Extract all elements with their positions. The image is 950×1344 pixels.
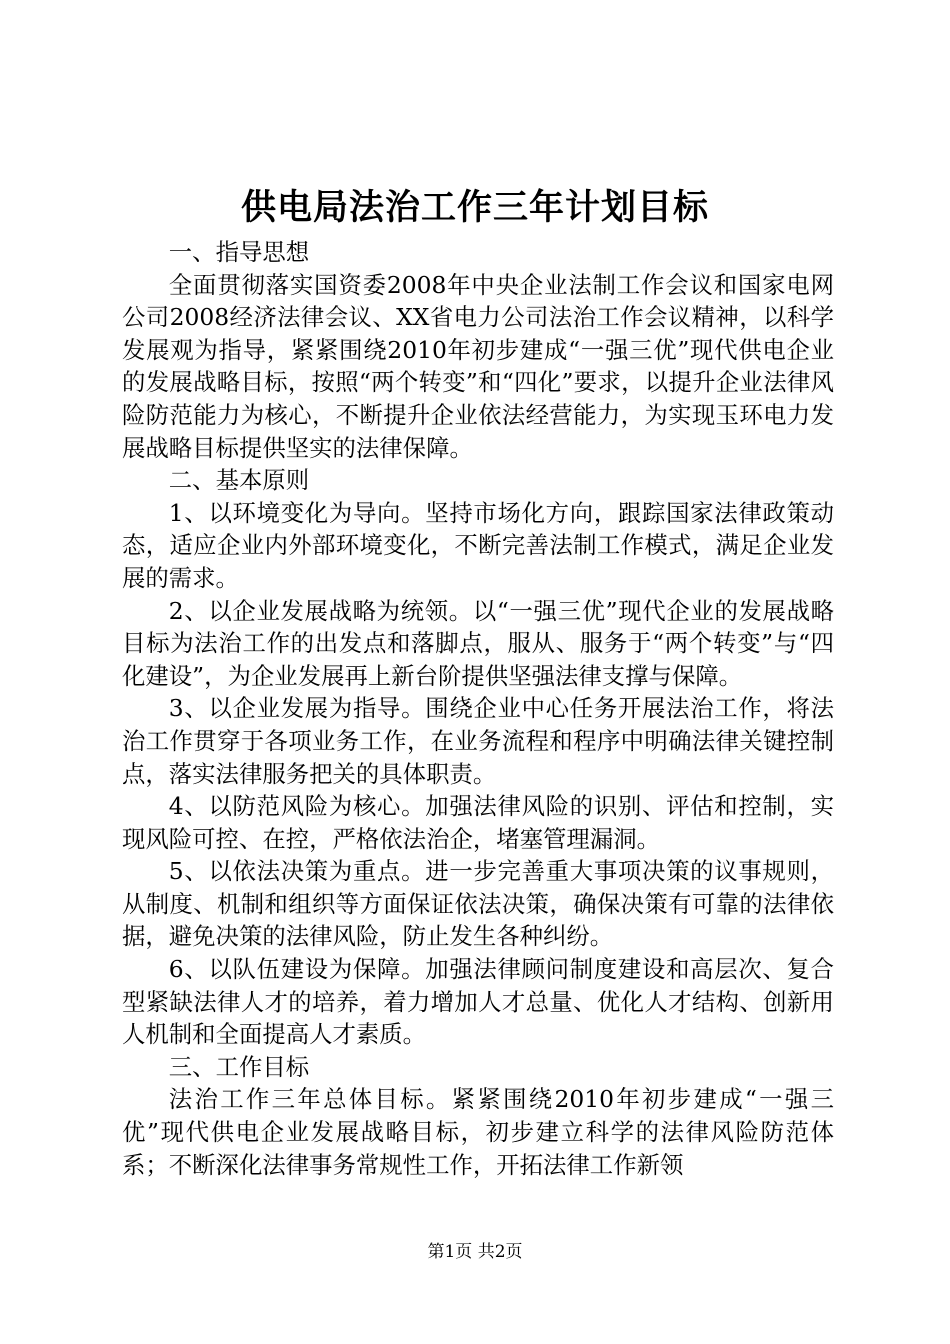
paragraph-principle-4: 4、以防范风险为核心。加强法律风险的识别、评估和控制，实现风险可控、在控，严格依法治企，堵塞管理漏洞。	[122, 792, 834, 853]
page-number-footer: 第1页 共2页	[427, 1242, 523, 1262]
paragraph-principle-6: 6、以队伍建设为保障。加强法律顾问制度建设和高层次、复合型紧缺法律人才的培养，着力增加人才总量、优化人才结构、创新用人机制和全面提高人才素质。	[122, 955, 834, 1049]
section-heading-work-goals: 三、工作目标	[168, 1052, 310, 1081]
paragraph-principle-3: 3、以企业发展为指导。围绕企业中心任务开展法治工作，将法治工作贯穿于各项业务工作，在业务流程和程序中明确法律关键控制点，落实法律服务把关的具体职责。	[122, 694, 834, 788]
document-body	[122, 236, 834, 1181]
paragraph-guiding-ideology: 全面贯彻落实国资委2008年中央企业法制工作会议和国家电网公司2008经济法律会议、XX省电力公司法治工作会议精神，以科学发展观为指导，紧紧围绕2010年初步建成“一强三优”现代供电企业的发展战略目标，按照“两个转变”和“四化”要求，以提升企业法律风险防范能力为核心，不断提升企业依法经营能力，为实现玉环电力发展战略目标提供坚实的法律保障。	[122, 270, 834, 462]
paragraph-principle-5: 5、以依法决策为重点。进一步完善重大事项决策的议事规则，从制度、机制和组织等方面保证依法决策，确保决策有可靠的法律依据，避免决策的法律风险，防止发生各种纠纷。	[122, 857, 834, 951]
paragraph-principle-1: 1、以环境变化为导向。坚持市场化方向，跟踪国家法律政策动态，适应企业内外部环境变化，不断完善法制工作模式，满足企业发展的需求。	[122, 498, 834, 592]
document-title: 供电局法治工作三年计划目标	[240, 187, 709, 228]
section-heading-guiding-ideology: 一、指导思想	[168, 238, 310, 266]
paragraph-overall-goal: 法治工作三年总体目标。紧紧围绕2010年初步建成“一强三优”现代供电企业发展战略目标，初步建立科学的法律风险防范体系；不断深化法律事务常规性工作，开拓法律工作新领	[122, 1085, 834, 1179]
section-heading-basic-principles: 二、基本原则	[168, 466, 310, 495]
paragraph-principle-2: 2、以企业发展战略为统领。以“一强三优”现代企业的发展战略目标为法治工作的出发点和落脚点，服从、服务于“两个转变”与“四化建设”，为企业发展再上新台阶提供坚强法律支撑与保障。	[122, 596, 834, 690]
